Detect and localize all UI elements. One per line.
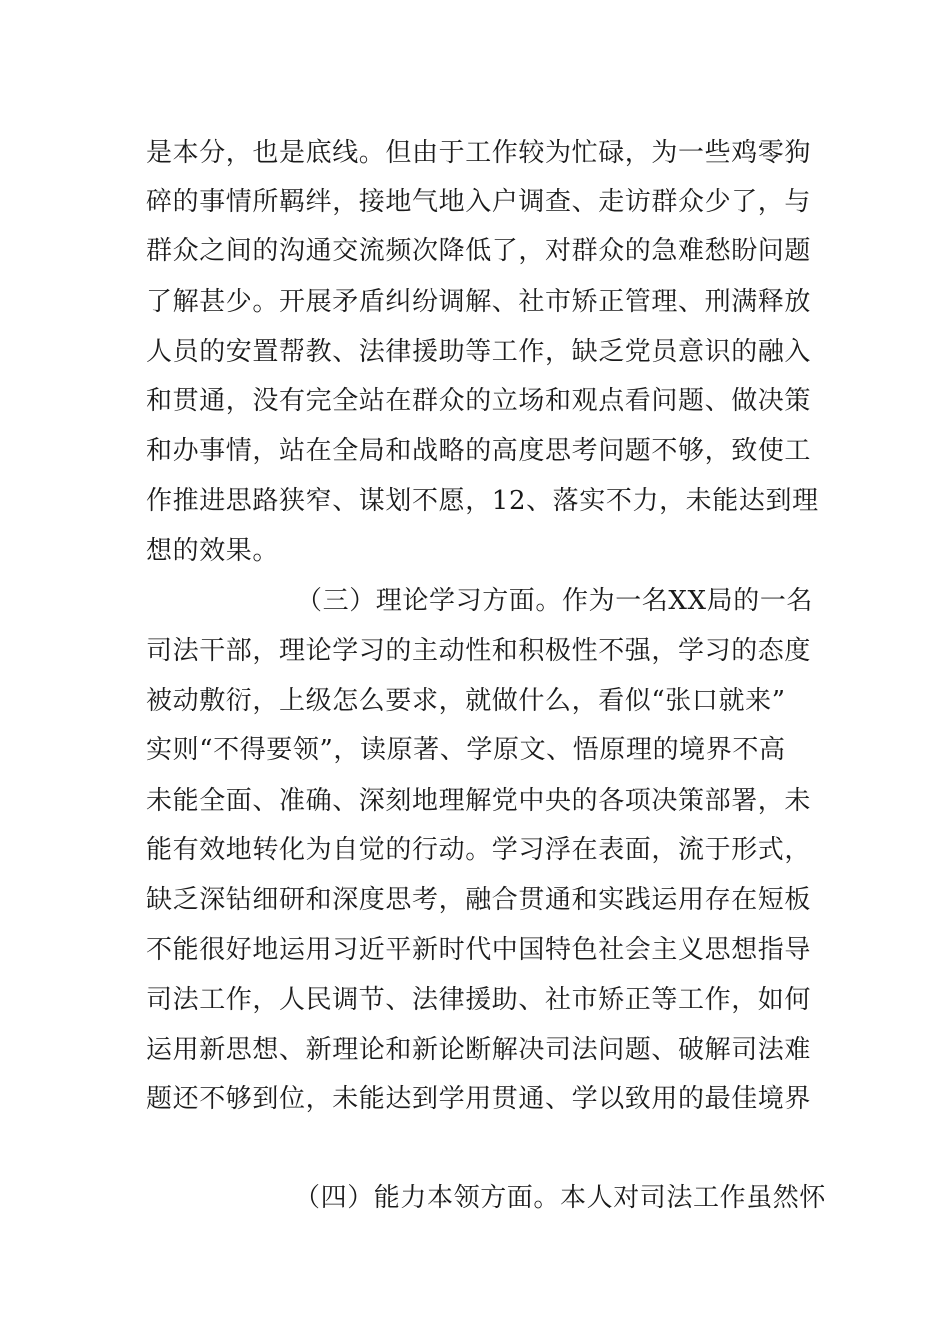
- text-line: 和贯通，没有完全站在群众的立场和观点看问题、做决策: [146, 386, 812, 416]
- text-line: 作推进思路狭窄、谋划不愿，12、落实不力，未能达到理: [146, 486, 819, 516]
- text-line: 司法干部，理论学习的主动性和积极性不强，学习的态度: [146, 636, 812, 666]
- text-line: 未能全面、准确、深刻地理解党中央的各项决策部署，未: [146, 786, 812, 816]
- text-line: 司法工作，人民调节、法律援助、社市矫正等工作，如何: [146, 985, 812, 1015]
- text-line: 人员的安置帮教、法律援助等工作，缺乏党员意识的融入: [146, 337, 812, 367]
- text-line: 实则“不得要领”，读原著、学原文、悟原理的境界不高: [146, 735, 786, 765]
- text-line: 碎的事情所羁绊，接地气地入户调查、走访群众少了，与: [146, 187, 812, 217]
- text-line: 被动敷衍，上级怎么要求，就做什么，看似“张口就来”: [146, 686, 786, 716]
- text-line: 能有效地转化为自觉的行动。学习浮在表面，流于形式，: [146, 835, 812, 865]
- text-line: 想的效果。: [146, 536, 280, 566]
- section-heading-line: （四）能力本领方面。本人对司法工作虽然怀: [294, 1183, 827, 1213]
- text-line: 是本分，也是底线。但由于工作较为忙碌，为一些鸡零狗: [146, 138, 812, 168]
- text-line: 和办事情，站在全局和战略的高度思考问题不够，致使工: [146, 436, 812, 466]
- text-line: 不能很好地运用习近平新时代中国特色社会主义思想指导: [146, 935, 812, 965]
- text-line: 了解甚少。开展矛盾纠纷调解、社市矫正管理、刑满释放: [146, 287, 812, 317]
- text-line: 缺乏深钻细研和深度思考，融合贯通和实践运用存在短板: [146, 885, 812, 915]
- text-line: 运用新思想、新理论和新论断解决司法问题、破解司法难: [146, 1035, 812, 1065]
- text-line: 群众之间的沟通交流频次降低了，对群众的急难愁盼问题: [146, 236, 812, 266]
- section-heading-line: （三）理论学习方面。作为一名XX局的一名: [296, 586, 814, 616]
- text-line: 题还不够到位，未能达到学用贯通、学以致用的最佳境界: [146, 1084, 812, 1114]
